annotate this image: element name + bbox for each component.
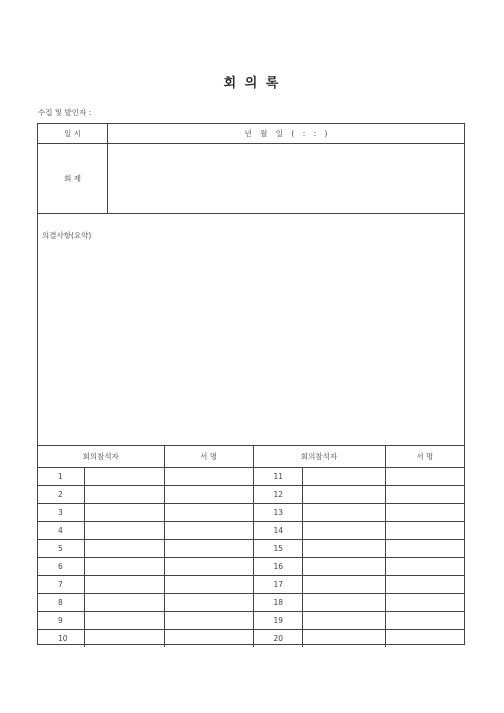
attendee-signature-right[interactable] <box>385 486 464 504</box>
attendee-row <box>38 630 464 648</box>
attendee-row <box>38 612 464 630</box>
date-field[interactable]: 년 월 일 ( : : ) <box>244 129 328 138</box>
attendee-row <box>38 558 464 576</box>
attendee-number-left: 5 <box>38 540 84 558</box>
date-label: 일 시 <box>38 124 108 143</box>
attendee-signature-left[interactable] <box>164 612 253 630</box>
attendee-signature-right[interactable] <box>385 630 464 648</box>
attendee-header-right: 회의참석자 <box>253 446 385 468</box>
attendee-row <box>38 486 464 504</box>
attendee-number-left: 1 <box>38 468 84 486</box>
attendee-number-right: 14 <box>253 522 302 540</box>
attendee-number-left: 7 <box>38 576 84 594</box>
signature-header-right: 서 명 <box>385 446 464 468</box>
attendee-signature-right[interactable] <box>385 504 464 522</box>
attendee-number-right: 20 <box>253 630 302 648</box>
attendee-name-right[interactable] <box>302 540 385 558</box>
attendee-number-right: 17 <box>253 576 302 594</box>
attendee-name-left[interactable] <box>84 558 164 576</box>
attendee-name-left[interactable] <box>84 576 164 594</box>
attendee-signature-left[interactable] <box>164 522 253 540</box>
attendee-name-right[interactable] <box>302 576 385 594</box>
minutes-form <box>37 123 465 645</box>
attendee-row <box>38 576 464 594</box>
attendee-row <box>38 522 464 540</box>
attendee-number-left: 4 <box>38 522 84 540</box>
attendee-header-left: 회의참석자 <box>38 446 164 468</box>
recorder-label: 수집 및 발인자 : <box>38 108 92 117</box>
attendee-number-right: 13 <box>253 504 302 522</box>
attendee-number-right: 19 <box>253 612 302 630</box>
attendee-row <box>38 540 464 558</box>
date-row <box>38 124 464 144</box>
attendee-name-left[interactable] <box>84 612 164 630</box>
attendee-signature-right[interactable] <box>385 576 464 594</box>
topic-row <box>38 144 464 214</box>
attendee-signature-left[interactable] <box>164 468 253 486</box>
attendee-name-left[interactable] <box>84 594 164 612</box>
attendee-name-right[interactable] <box>302 522 385 540</box>
attendee-name-right[interactable] <box>302 486 385 504</box>
attendee-signature-right[interactable] <box>385 558 464 576</box>
attendee-row <box>38 504 464 522</box>
attendee-signature-right[interactable] <box>385 540 464 558</box>
attendee-signature-left[interactable] <box>164 504 253 522</box>
attendee-name-left[interactable] <box>84 468 164 486</box>
attendee-row <box>38 594 464 612</box>
attendee-number-right: 15 <box>253 540 302 558</box>
attendee-number-left: 2 <box>38 486 84 504</box>
attendee-number-left: 6 <box>38 558 84 576</box>
attendee-name-right[interactable] <box>302 558 385 576</box>
attendee-name-right[interactable] <box>302 612 385 630</box>
summary-label: 의결사항(요약) <box>42 231 92 240</box>
topic-label: 회 제 <box>38 144 108 213</box>
attendee-number-left: 9 <box>38 612 84 630</box>
attendee-signature-left[interactable] <box>164 558 253 576</box>
attendee-signature-right[interactable] <box>385 594 464 612</box>
attendee-name-left[interactable] <box>84 504 164 522</box>
attendee-table <box>38 445 464 647</box>
attendee-signature-left[interactable] <box>164 486 253 504</box>
page-title: 회 의 록 <box>223 76 281 91</box>
attendee-number-left: 3 <box>38 504 84 522</box>
attendee-name-left[interactable] <box>84 540 164 558</box>
attendee-number-right: 12 <box>253 486 302 504</box>
attendee-name-left[interactable] <box>84 522 164 540</box>
attendee-number-left: 10 <box>38 630 84 648</box>
attendee-name-left[interactable] <box>84 486 164 504</box>
attendee-signature-left[interactable] <box>164 630 253 648</box>
attendee-number-right: 11 <box>253 468 302 486</box>
attendee-signature-right[interactable] <box>385 612 464 630</box>
attendee-number-right: 18 <box>253 594 302 612</box>
attendee-signature-left[interactable] <box>164 540 253 558</box>
attendee-header-row <box>38 446 464 468</box>
attendee-signature-right[interactable] <box>385 468 464 486</box>
attendee-signature-right[interactable] <box>385 522 464 540</box>
attendee-number-left: 8 <box>38 594 84 612</box>
attendee-signature-left[interactable] <box>164 576 253 594</box>
attendee-signature-left[interactable] <box>164 594 253 612</box>
attendee-row <box>38 468 464 486</box>
attendee-name-right[interactable] <box>302 468 385 486</box>
attendee-name-right[interactable] <box>302 594 385 612</box>
attendee-name-right[interactable] <box>302 504 385 522</box>
attendee-name-right[interactable] <box>302 630 385 648</box>
attendee-name-left[interactable] <box>84 630 164 648</box>
attendee-number-right: 16 <box>253 558 302 576</box>
signature-header-left: 서 명 <box>164 446 253 468</box>
